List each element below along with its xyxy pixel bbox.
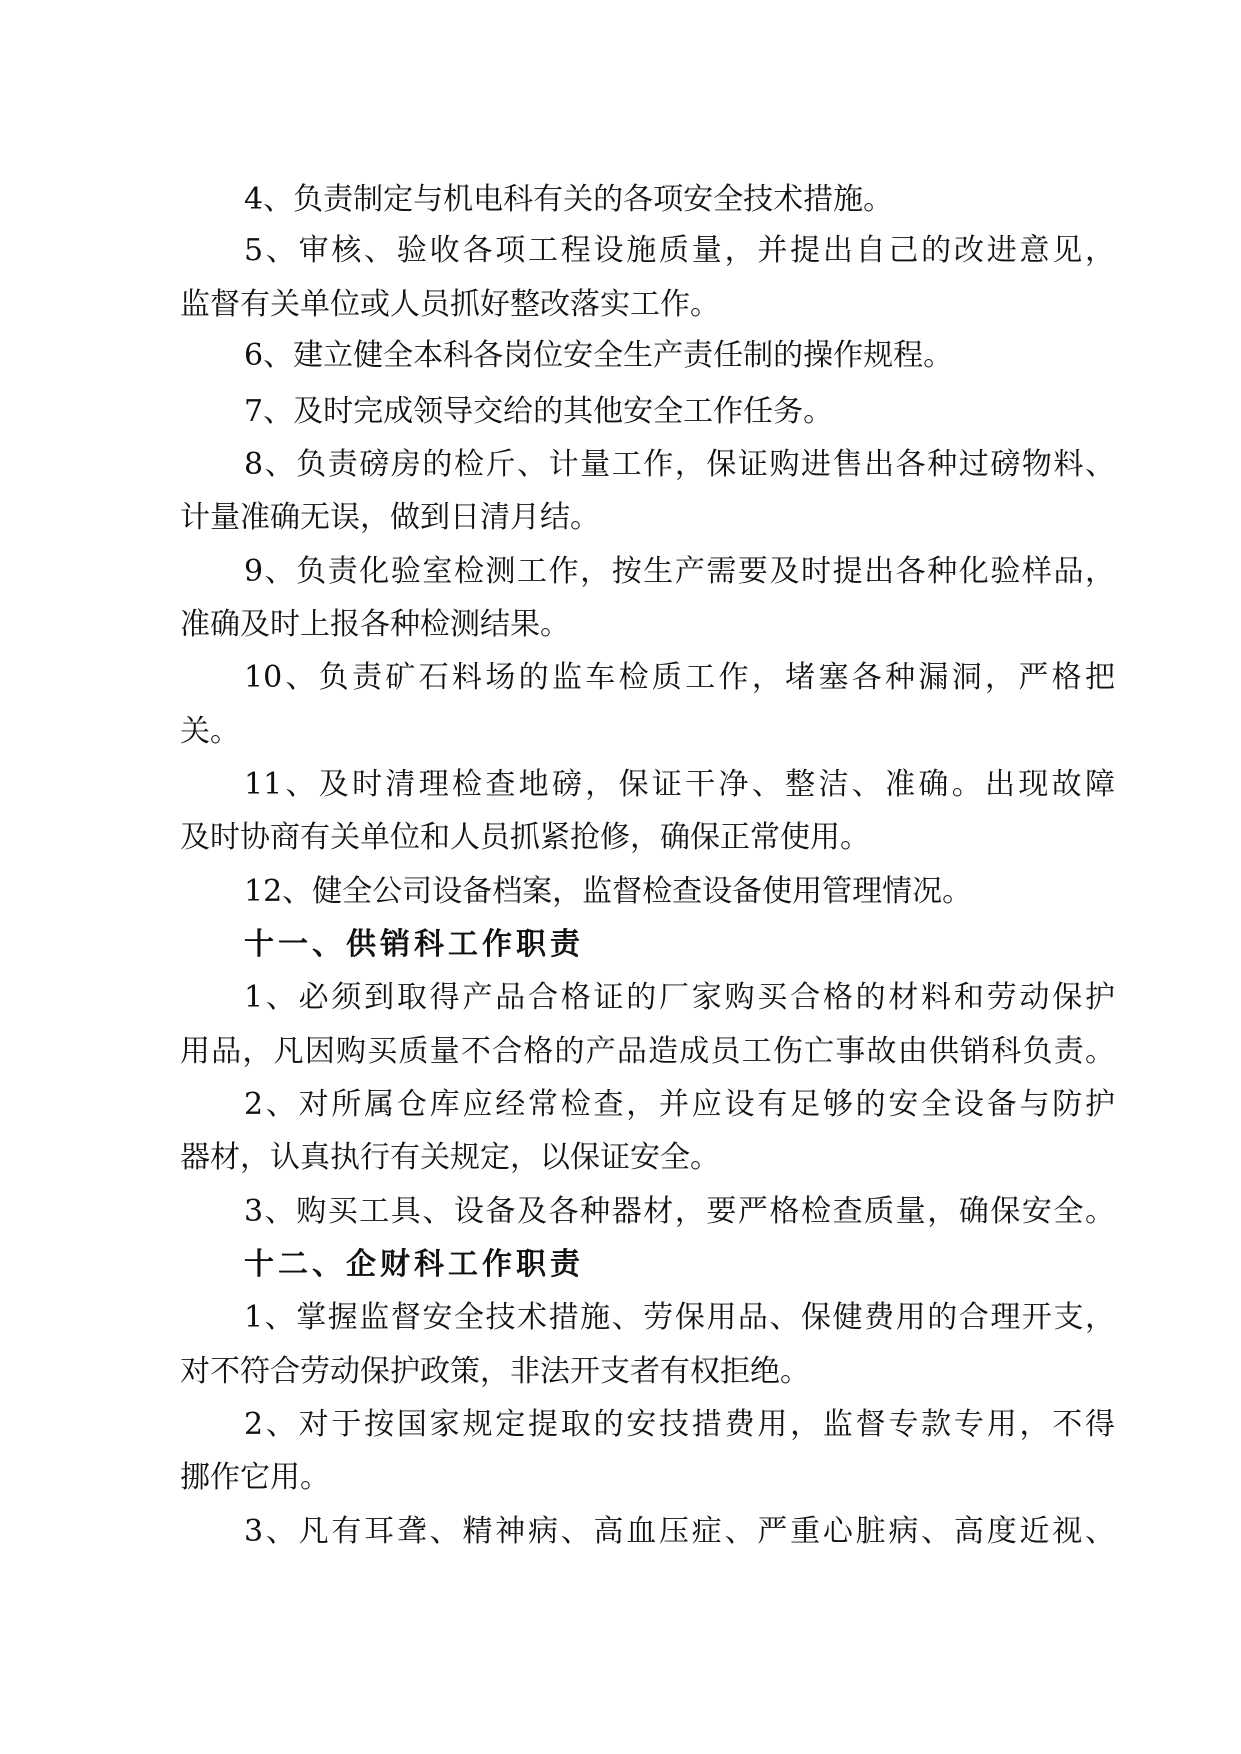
sales-item-2-line-1: 2、对所属仓库应经常检查，并应设有足够的安全设备与防护: [244, 1087, 1115, 1122]
section-heading-finance: 十二、企财科工作职责: [244, 1247, 584, 1282]
item-11-line-1: 11、及时清理检查地磅，保证干净、整洁、准确。出现故障: [244, 767, 1115, 802]
item-8-line-1: 8、负责磅房的检斤、计量工作，保证购进售出各种过磅物料、: [244, 447, 1115, 482]
finance-item-1-line-1: 1、掌握监督安全技术措施、劳保用品、保健费用的合理开支，: [244, 1300, 1115, 1335]
sales-item-1-line-2: 用品，凡因购买质量不合格的产品造成员工伤亡事故由供销科负责。: [180, 1034, 1115, 1069]
sales-item-2-line-2: 器材，认真执行有关规定，以保证安全。: [180, 1140, 720, 1175]
finance-item-2-line-2: 挪作它用。: [180, 1460, 330, 1495]
item-10-line-2: 关。: [180, 714, 240, 749]
item-9-line-2: 准确及时上报各种检测结果。: [180, 607, 570, 642]
sales-item-1-line-1: 1、必须到取得产品合格证的厂家购买合格的材料和劳动保护: [244, 980, 1115, 1015]
item-5-line-1: 5、审核、验收各项工程设施质量，并提出自己的改进意见，: [244, 233, 1115, 268]
item-10-line-1: 10、负责矿石料场的监车检质工作，堵塞各种漏洞，严格把: [244, 660, 1115, 695]
finance-item-3-line-1: 3、凡有耳聋、精神病、高血压症、严重心脏病、高度近视、: [244, 1514, 1115, 1549]
item-8-line-2: 计量准确无误，做到日清月结。: [180, 500, 600, 535]
sales-item-3-line-1: 3、购买工具、设备及各种器材，要严格检查质量，确保安全。: [244, 1194, 1115, 1229]
section-heading-sales: 十一、供销科工作职责: [244, 927, 584, 962]
item-5-line-2: 监督有关单位或人员抓好整改落实工作。: [180, 287, 720, 322]
item-9-line-1: 9、负责化验室检测工作，按生产需要及时提出各种化验样品，: [244, 554, 1115, 589]
item-7-line-1: 7、及时完成领导交给的其他安全工作任务。: [244, 394, 834, 429]
item-4-line-1: 4、负责制定与机电科有关的各项安全技术措施。: [244, 182, 894, 217]
item-11-line-2: 及时协商有关单位和人员抓紧抢修，确保正常使用。: [180, 820, 870, 855]
finance-item-1-line-2: 对不符合劳动保护政策，非法开支者有权拒绝。: [180, 1354, 810, 1389]
item-12-line-1: 12、健全公司设备档案，监督检查设备使用管理情况。: [244, 874, 973, 909]
item-6-line-1: 6、建立健全本科各岗位安全生产责任制的操作规程。: [244, 338, 954, 373]
finance-item-2-line-1: 2、对于按国家规定提取的安技措费用，监督专款专用，不得: [244, 1407, 1115, 1442]
